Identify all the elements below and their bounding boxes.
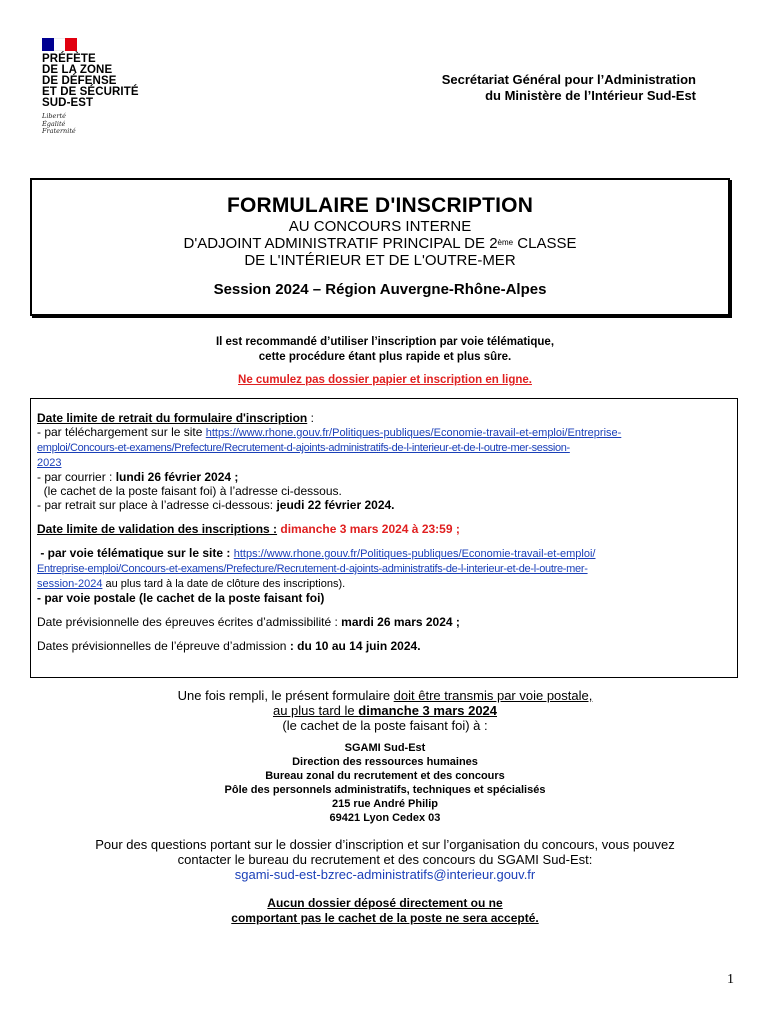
form-subtitle-2: D'ADJOINT ADMINISTRATIF PRINCIPAL DE 2ème CLASSE xyxy=(183,235,577,252)
issuer-header: Secrétariat Général pour l’Administration du Ministère de l’Intérieur Sud-Est xyxy=(441,72,696,103)
submission-line-3: (le cachet de la poste faisant foi) à : xyxy=(282,718,488,733)
postal-address: SGAMI Sud-Est Direction des ressources humaines Bureau zonal du recrutement et des concours Pôle des personnels administratifs, techniques et spécialisés 215 rue André Philip 69421 Lyon Cedex 03 xyxy=(224,742,546,824)
telematique-line: - par voie télématique sur le site : https://www.rhone.gouv.fr/Politiques-publiques/Economie-travail-et-emploi/ xyxy=(37,546,596,560)
page-number: 1 xyxy=(727,972,734,987)
submission-line-2: au plus tard le dimanche 3 mars 2024 xyxy=(272,703,498,718)
prefecture-logo xyxy=(42,38,172,136)
logo-motto: Liberté Égalité Fraternité xyxy=(42,112,76,135)
ecrites-line: Date prévisionnelle des épreuves écrites d’admissibilité : mardi 26 mars 2024 ; xyxy=(37,615,460,629)
deadlines-box: Date limite de retrait du formulaire d'inscription : - par téléchargement sur le site https://www.rhone.gouv.fr/Politiques-publiques/Economie-travail-et-emploi/Entreprise- emploi/Concours-et-examens/Prefecture/Recrutement-d-ajoints-administratifs-de-l-interieur-et-de-l-outre-mer-session- 2023 - par courrier : lundi 26 février 2024 ; (le cachet de la poste faisant foi) à l’adresse ci-dessous. - par retrait sur place à l’adresse ci-dessous: jeudi 22 février 2024. Date limite de validation des inscriptions : dimanche 3 mars 2024 à 23:59 ; - par voie télématique sur le site : https://www.rhone.gouv.fr/Politiques-publiques/Economie-travail-et-emploi/ Entreprise-emploi/Concours-et-examens/Prefecture/Recrutement-d-ajoints-administratifs-de-l-interieur-et-de-l-outre-mer- session-2024 au plus tard à la date de clôture des inscriptions). - par voie postale (le cachet de la poste faisant foi) Date prévisionnelle des épreuves écrites d’admissibilité : mardi 26 mars 2024 ; Dates prévisionnelles de l’épreuve d’admission : du 10 au 14 juin 2024. xyxy=(30,398,738,678)
download-link-end[interactable]: 2023 xyxy=(37,457,62,469)
title-box xyxy=(30,178,730,316)
download-link[interactable]: https://www.rhone.gouv.fr/Politiques-publiques/Economie-travail-et-emploi/Entreprise- xyxy=(205,427,622,439)
download-link-cont[interactable]: emploi/Concours-et-examens/Prefecture/Recrutement-d-ajoints-administratifs-de-l-interieur-et-de-l-outre-mer-session- xyxy=(37,442,570,454)
validation-heading: Date limite de validation des inscriptions : dimanche 3 mars 2024 à 23:59 ; xyxy=(37,522,460,536)
rejection-notice: Aucun dossier déposé directement ou ne comportant pas le cachet de la poste ne sera accepté. xyxy=(231,896,539,925)
admission-line: Dates prévisionnelles de l’épreuve d’admission : du 10 au 14 juin 2024. xyxy=(37,639,421,653)
download-line: - par téléchargement sur le site https://www.rhone.gouv.fr/Politiques-publiques/Economie-travail-et-emploi/Entreprise- xyxy=(37,425,622,439)
session-label: Session 2024 – Région Auvergne-Rhône-Alpes xyxy=(213,281,547,298)
courrier-note: (le cachet de la poste faisant foi) à l’adresse ci-dessous. xyxy=(37,484,342,498)
telematique-link[interactable]: https://www.rhone.gouv.fr/Politiques-publiques/Economie-travail-et-emploi/ xyxy=(233,548,596,560)
retrait-heading: Date limite de retrait du formulaire d'inscription : xyxy=(37,411,314,425)
courrier-line: - par courrier : lundi 26 février 2024 ; xyxy=(37,470,239,484)
place-line: - par retrait sur place à l’adresse ci-dessous: jeudi 22 février 2024. xyxy=(37,498,395,512)
recommendation-text: Il est recommandé d’utiliser l’inscription par voie télématique, cette procédure étant plus rapide et plus sûre. xyxy=(215,336,555,363)
form-subtitle-1: AU CONCOURS INTERNE xyxy=(288,218,472,235)
logo-text: PRÉFÈTE DE LA ZONE DE DÉFENSE ET DE SÉCURITÉ SUD-EST xyxy=(42,53,139,109)
telematique-link-cont[interactable]: Entreprise-emploi/Concours-et-examens/Prefecture/Recrutement-d-ajoints-administratifs-de-l-interieur-et-de-l-outre-mer- xyxy=(37,563,588,575)
submission-line-1: Une fois rempli, le présent formulaire doit être transmis par voie postale, xyxy=(177,688,593,703)
contact-email-link[interactable]: sgami-sud-est-bzrec-administratifs@interieur.gouv.fr xyxy=(234,867,536,882)
french-flag-icon xyxy=(42,38,77,51)
telematique-link-end[interactable]: session-2024 xyxy=(37,578,103,590)
form-title: FORMULAIRE D'INSCRIPTION xyxy=(226,194,534,217)
form-subtitle-3: DE L'INTÉRIEUR ET DE L'OUTRE-MER xyxy=(244,252,516,269)
contact-text: Pour des questions portant sur le dossier d’inscription et sur l’organisation du concours, vous pouvez contacter le bureau du recrutement et des concours du SGAMI Sud-Est: sgami-sud-est-bzrec-administratifs@interieur.gouv.fr xyxy=(0,837,770,882)
submission-instructions xyxy=(0,688,770,926)
postale-line: - par voie postale (le cachet de la poste faisant foi) xyxy=(37,591,325,605)
warning-text: Ne cumulez pas dossier papier et inscription en ligne. xyxy=(238,374,532,386)
